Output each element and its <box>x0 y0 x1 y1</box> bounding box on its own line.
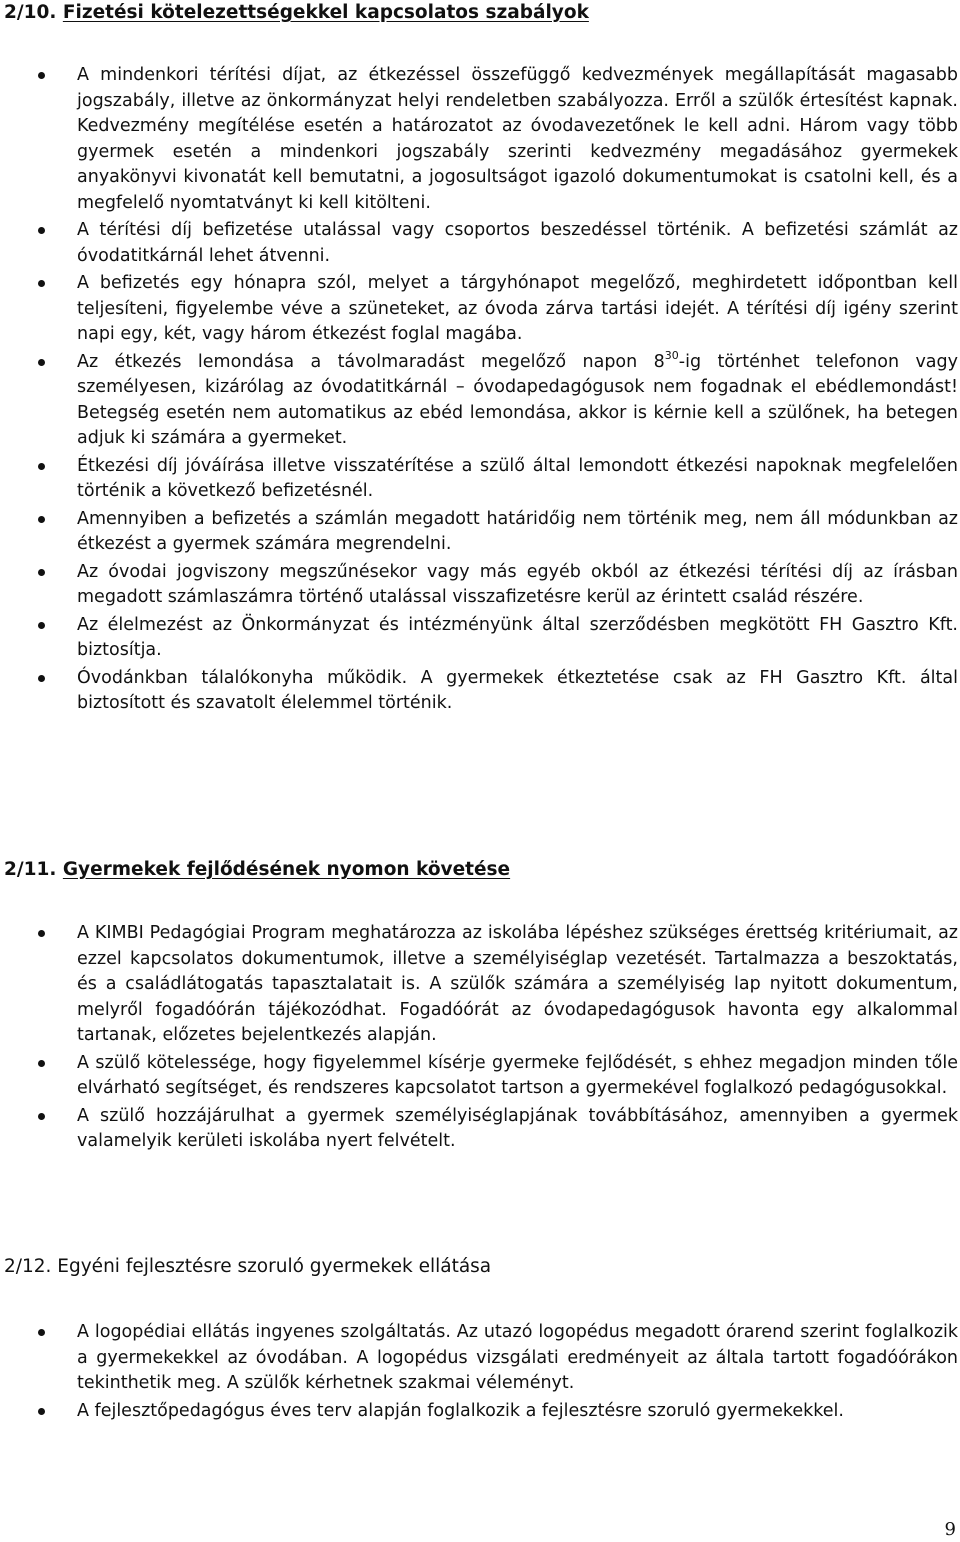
list-item <box>0 560 960 611</box>
list-item <box>0 271 960 348</box>
list-item-text: A KIMBI Pedagógiai Program meghatározza az iskolába lépéshez szükséges érettség kritériumait, az ezzel kapcsolatos dokumentumok, illetve a személyiséglap vezetését. Tartalmazza a beszoktatás, és a családlátogatás tapasztalatait is. A szülők számára a személyiség lap nyitott dokumentum, melyről fogadóórán tájékozódhat. Fogadóórát az óvodapedagógusok havonta egy alkalommal tartanak, előzetes bejelentkezés alapján. <box>77 923 958 1045</box>
list-item <box>0 63 960 216</box>
bullet-icon <box>38 1329 45 1336</box>
bullet-icon <box>38 227 45 234</box>
list-item-text: Óvodánkban tálalókonyha működik. A gyermekek étkeztetése csak az FH Gasztro Kft. által biztosított és szavatolt élelemmel történik. <box>77 667 958 713</box>
bullet-icon <box>38 1060 45 1067</box>
list-item <box>0 613 960 664</box>
individual-development-list <box>0 1320 960 1426</box>
development-tracking-list <box>0 921 960 1157</box>
bullet-icon <box>38 359 45 366</box>
bullet-icon <box>38 930 45 937</box>
section-heading-2-12: 2/12. Egyéni fejlesztésre szoruló gyermekek ellátása <box>4 1256 492 1277</box>
list-item <box>0 1399 960 1425</box>
list-item <box>0 1320 960 1397</box>
bullet-icon <box>38 675 45 682</box>
list-item <box>0 454 960 505</box>
list-item-text: A szülő kötelessége, hogy figyelemmel kísérje gyermeke fejlődését, s ehhez megadjon minden tőle elvárható segítséget, és rendszeres kapcsolatot tartson a gyermekével foglalkozó pedagógusokkal. <box>77 1052 958 1098</box>
list-item <box>0 507 960 558</box>
list-item-text: A logopédiai ellátás ingyenes szolgáltatás. Az utazó logopédus megadott órarend szerint foglalkozik a gyermekekkel az óvodában. A logopédus vizsgálati eredményeit az általa tartott fogadóórákon tekinthetik meg. A szülők kérhetnek szakmai véleményt. <box>77 1322 958 1393</box>
list-item <box>0 1051 960 1102</box>
section-number: 2/11. <box>4 859 57 880</box>
cancellation-text-after: -ig történhet telefonon vagy személyesen, kizárólag az óvodatitkárnál – óvodapedagógusok nem fogadnak el ebédlemondást! Betegség esetén nem automatikus az ebéd lemondása, akkor is kérnie kell a szülőnek, ha betegen adjuk ki számára a gyermeket. <box>77 351 958 448</box>
list-item-text: Az élelmezést az Önkormányzat és intézményünk által szerződésben megkötött FH Gasztro Kft. biztosítja. <box>77 614 958 660</box>
list-item-text: A befizetés egy hónapra szól, melyet a tárgyhónapot megelőző, meghirdetett időpontban kell teljesíteni, figyelembe véve a szüneteket, az óvoda zárva tartási idejét. A térítési díj igény szerint napi egy, két, vagy három étkezést foglal magába. <box>77 273 958 344</box>
list-item <box>0 921 960 1049</box>
section-title: Fizetési kötelezettségekkel kapcsolatos szabályok <box>62 2 589 23</box>
list-item <box>0 666 960 717</box>
bullet-icon <box>38 622 45 629</box>
cancellation-text-before: Az étkezés lemondása a távolmaradást megelőző napon 8 <box>77 351 665 372</box>
section-title: Gyermekek fejlődésének nyomon követése <box>62 859 511 880</box>
section-heading-2-11 <box>0 857 510 883</box>
bullet-icon <box>38 516 45 523</box>
list-item-text: A fejlesztőpedagógus éves terv alapján foglalkozik a fejlesztésre szoruló gyermekekkel. <box>77 1400 844 1421</box>
page-number: 9 <box>944 1519 956 1540</box>
payment-rules-list <box>0 63 960 719</box>
list-item-text: Amennyiben a befizetés a számlán megadott határidőig nem történik meg, nem áll módunkban az étkezést a gyermek számára megrendelni. <box>77 508 958 554</box>
section-number: 2/10. <box>4 2 57 23</box>
list-item <box>0 218 960 269</box>
bullet-icon <box>38 72 45 79</box>
list-item-text: Étkezési díj jóváírása illetve visszatérítése a szülő által lemondott étkezési napoknak megfelelően történik a következő befizetésnél. <box>77 455 958 501</box>
list-item-text: Az óvodai jogviszony megszűnésekor vagy más egyéb okból az étkezési térítési díj az írásban megadott számlaszámra történő utalással visszafizetésre kerül az érintett család részére. <box>77 561 958 607</box>
bullet-icon <box>38 1113 45 1120</box>
list-item <box>0 1104 960 1155</box>
bullet-icon <box>38 463 45 470</box>
list-item-text: A szülő hozzájárulhat a gyermek személyiséglapjának továbbításához, amennyiben a gyermek valamelyik kerületi iskolába nyert felvételt. <box>77 1105 958 1151</box>
section-heading-2-10 <box>0 0 589 26</box>
list-item <box>0 350 960 452</box>
bullet-icon <box>38 1408 45 1415</box>
bullet-icon <box>38 280 45 287</box>
list-item-text: A mindenkori térítési díjat, az étkezéssel összefüggő kedvezmények megállapítását magasabb jogszabály, illetve az önkormányzat helyi rendeletben szabályozza. Erről a szülők értesítést kapnak. Kedvezmény megítélése esetén a határozatot az óvodavezetőnek le kell adni. Három vagy több gyermek esetén a mindenkori jogszabály szerinti kedvezmény megadásához gyermekek anyakönyvi kivonatát kell bemutatni, a jogosultságot igazoló dokumentumokat is csatolni kell, és a megfelelő nyomtatványt ki kell kitölteni. <box>77 65 958 213</box>
list-item-text: A térítési díj befizetése utalással vagy csoportos beszedéssel történik. A befizetési számlát az óvodatitkárnál lehet átvenni. <box>77 220 958 266</box>
cancellation-time-superscript: 30 <box>664 348 679 362</box>
bullet-icon <box>38 569 45 576</box>
